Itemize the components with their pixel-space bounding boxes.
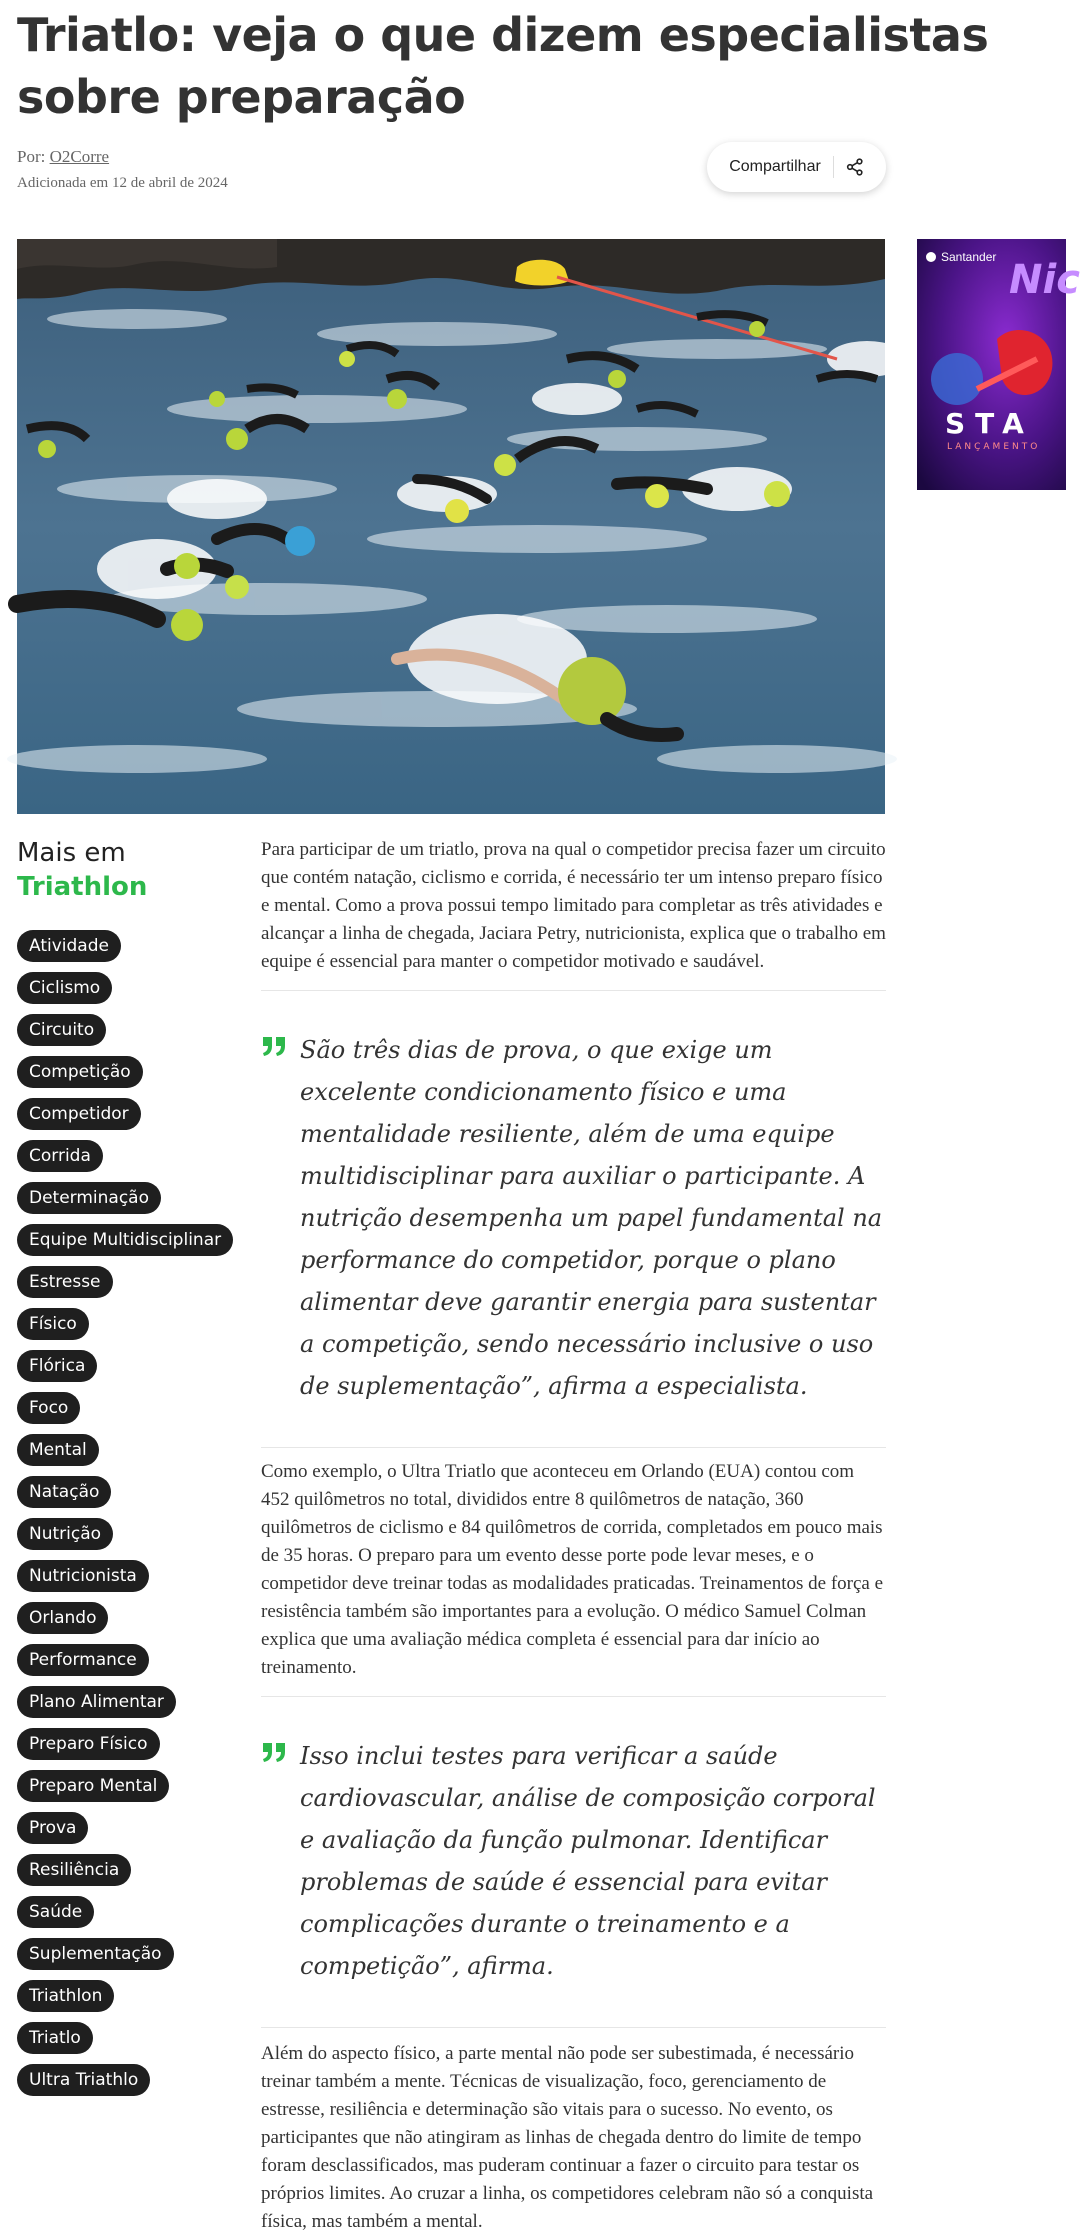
article-body [261,836,886,2236]
tag-chip[interactable]: Determinação [17,1182,161,1214]
ad-brand: Santander [941,250,997,264]
author-link[interactable]: O2Corre [49,147,110,166]
author-label: Por: [17,147,46,166]
tag-chip[interactable]: Competição [17,1056,143,1088]
tag-chip[interactable]: Natação [17,1476,111,1508]
share-label: Compartilhar [729,158,821,175]
sidebar-heading [17,836,147,904]
divider [261,1696,886,1697]
publish-date: Adicionada em 12 de abril de 2024 [17,175,228,191]
tag-chip[interactable]: Performance [17,1644,149,1676]
tag-chip[interactable]: Nutricionista [17,1560,149,1592]
tag-chip[interactable]: Preparo Físico [17,1728,160,1760]
share-divider [833,156,834,178]
tag-list [17,930,247,2106]
side-advertisement[interactable] [917,239,1080,490]
swimmers-illustration [17,239,885,814]
tag-chip[interactable]: Circuito [17,1014,106,1046]
tag-chip[interactable]: Prova [17,1812,88,1844]
tag-chip[interactable]: Nutrição [17,1518,113,1550]
article-paragraph: Como exemplo, o Ultra Triatlo que aconteceu em Orlando (EUA) contou com 452 quilômetros no total, divididos entre 8 quilômetros de natação, 360 quilômetros de ciclismo e 84 quilômetros de corrida, completados em pouco mais de 35 horas. O preparo para um evento desse porte pode levar meses, e o competidor deve treinar todas as modalidades praticadas. Treinamentos de força e resistência também são importantes para a evolução. O médico Samuel Colman explica que uma avaliação médica completa é essencial para dar início ao treinamento. [261,1461,884,1678]
tag-chip[interactable]: Mental [17,1434,99,1466]
byline [17,147,109,167]
divider [261,2027,886,2028]
tag-chip[interactable]: Ciclismo [17,972,112,1004]
tag-chip[interactable]: Atividade [17,930,121,962]
quote-mark-icon [261,1739,287,1765]
quote-text: São três dias de prova, o que exige um excelente condicionamento físico e uma mentalidade resiliente, além de uma equipe multidisciplinar para auxiliar o participante. A nutrição desempenha um papel fundamental na performance do competidor, porque o plano alimentar deve garantir energia para sustentar a competição, sendo necessário inclusive o uso de suplementação”, afirma a especialista. [300,1036,883,1400]
ad-headline: Nic [1009,257,1080,303]
pull-quote [261,1735,886,1987]
sidebar-heading-category[interactable]: Triathlon [17,872,148,902]
share-button[interactable] [707,142,886,192]
tag-chip[interactable]: Estresse [17,1266,113,1298]
quote-text: Isso inclui testes para verificar a saúde cardiovascular, análise de composição corporal e avaliação da função pulmonar. Identificar problemas de saúde é essencial para evitar complicações durante o treinamento e a competição”, afirma. [300,1742,876,1980]
divider [261,990,886,991]
tag-chip[interactable]: Orlando [17,1602,108,1634]
tag-chip[interactable]: Triatlo [17,2022,93,2054]
tag-chip[interactable]: Triathlon [17,1980,114,2012]
ad-subtitle: STA [945,407,1034,440]
tag-chip[interactable]: Saúde [17,1896,94,1928]
share-icon [846,158,864,176]
quote-mark-icon [261,1033,287,1059]
sidebar-heading-line1: Mais em [17,838,126,868]
tag-chip[interactable]: Competidor [17,1098,141,1130]
tag-chip[interactable]: Resiliência [17,1854,131,1886]
tag-chip[interactable]: Preparo Mental [17,1770,169,1802]
hero-image [17,239,885,814]
pull-quote [261,1029,886,1407]
ad-tagline: LANÇAMENTO [947,442,1041,452]
article-paragraph: Além do aspecto físico, a parte mental não pode ser subestimada, é necessário treinar também a mente. Técnicas de visualização, foco, gerenciamento de estresse, resiliência e determinação são vitais para o sucesso. No evento, os participantes que não atingiram as linhas de chegada dentro do limite de tempo foram desclassificados, mas puderam continuar a fazer o circuito para testar os próprios limites. Ao cruzar a linha, os competidores celebram não só a conquista física, mas também a mental. [261,2043,874,2232]
tag-chip[interactable]: Flórica [17,1350,97,1382]
tag-chip[interactable]: Foco [17,1392,80,1424]
divider [261,1447,886,1448]
article-title: Triatlo: veja o que dizem especialistas sobre preparação [17,8,989,124]
tag-chip[interactable]: Equipe Multidisciplinar [17,1224,233,1256]
article-paragraph: Para participar de um triatlo, prova na qual o competidor precisa fazer um circuito que contém natação, ciclismo e corrida, é necessário ter um intenso preparo físico e mental. Como a prova possui tempo limitado para completar as três atividades e alcançar a linha de chegada, Jaciara Petry, nutricionista, explica que o trabalho em equipe é essencial para manter o competidor motivado e saudável. [261,839,886,972]
tag-chip[interactable]: Plano Alimentar [17,1686,176,1718]
tag-chip[interactable]: Físico [17,1308,89,1340]
tag-chip[interactable]: Suplementação [17,1938,174,1970]
tag-chip[interactable]: Ultra Triathlo [17,2064,150,2096]
tag-chip[interactable]: Corrida [17,1140,103,1172]
